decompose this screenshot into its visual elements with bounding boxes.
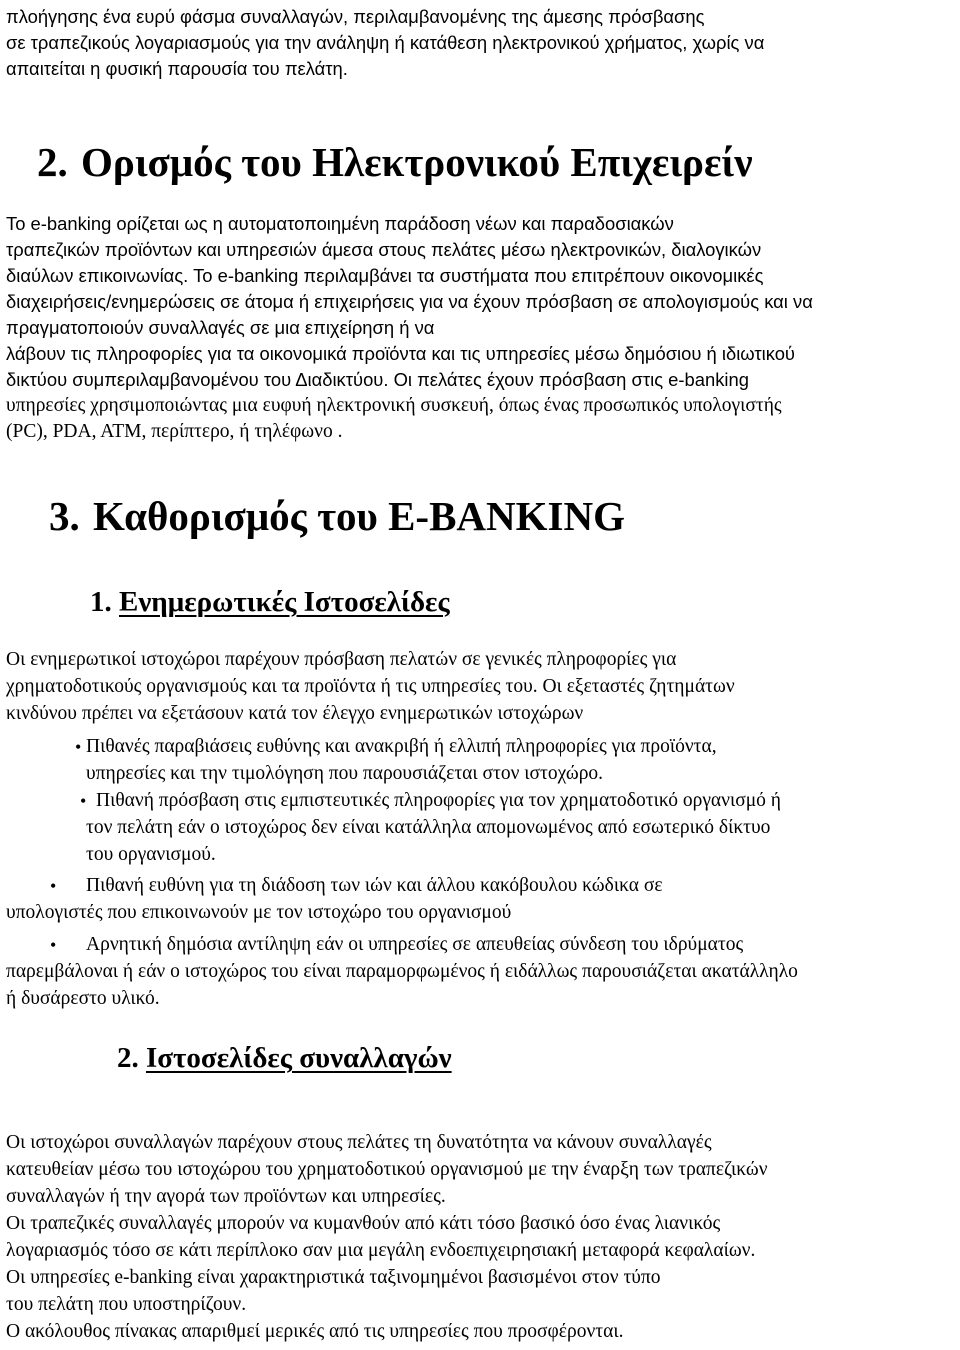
bullet-4-line-2: παρεμβάλοναι ή εάν ο ιστοχώρος του είναι παραμορφωμένος ή ειδάλλως παρουσιάζεται ακατάλληλο xyxy=(6,961,798,982)
section-2-number: 2. xyxy=(37,139,68,185)
section-2-heading xyxy=(37,138,753,186)
subsection-2-heading xyxy=(117,1041,452,1075)
intro-line-3: απαιτείται η φυσική παρουσία του πελάτη. xyxy=(6,58,348,79)
bullet-4-line-3: ή δυσάρεστο υλικό. xyxy=(6,988,160,1009)
section-2-line-4: διαχειρήσεις/ενημερώσεις σε άτομα ή επιχειρήσεις για να έχουν πρόσβαση σε απολογισμούς και να xyxy=(6,291,813,312)
bullet-1-marker: • xyxy=(75,737,82,757)
bullet-2-marker: • xyxy=(80,791,87,811)
bullet-3-line-1: Πιθανή ευθύνη για τη διάδοση των ιών και άλλου κακόβουλου κώδικα σε xyxy=(86,875,663,896)
subsection-2-line-3: συναλλαγών ή την αγορά των προϊόντων και υπηρεσίες. xyxy=(6,1186,446,1207)
section-3-heading xyxy=(49,492,625,540)
section-2-line-2: τραπεζικών προϊόντων και υπηρεσιών άμεσα στους πελάτες μέσω ηλεκτρονικών, διαλογικών xyxy=(6,239,762,260)
section-3-number: 3. xyxy=(49,493,80,539)
section-2-line-6: λάβουν τις πληροφορίες για τα οικονομικά προϊόντα και τις υπηρεσίες μέσω δημόσιου ή ιδιωτικού xyxy=(6,343,795,364)
section-2-line-9: (PC), PDA, ATM, περίπτερο, ή τηλέφωνο . xyxy=(6,421,343,442)
section-2-title: Ορισμός του Ηλεκτρονικού Επιχειρείν xyxy=(81,139,753,185)
subsection-1-line-2: χρηματοδοτικούς οργανισμούς και τα προϊόντα ή τις υπηρεσίες του. Οι εξεταστές ζητημάτων xyxy=(6,676,735,697)
section-3-title: Καθορισμός του E-BANKING xyxy=(93,493,625,539)
subsection-2-title: Ιστοσελίδες συναλλαγών xyxy=(146,1042,452,1074)
subsection-2-line-6: Οι υπηρεσίες e-banking είναι χαρακτηριστικά ταξινομημένοι βασισμένοι στον τύπο xyxy=(6,1267,661,1288)
subsection-2-line-5: λογαριασμός τόσο σε κάτι περίπλοκο σαν μια μεγάλη ενδοεπιχειρησιακή μεταφορά κεφαλαίων. xyxy=(6,1240,756,1261)
subsection-1-line-3: κινδύνου πρέπει να εξετάσουν κατά τον έλεγχο ενημερωτικών ιστοχώρων xyxy=(6,703,584,724)
bullet-4-line-1: Αρνητική δημόσια αντίληψη εάν οι υπηρεσίες σε απευθείας σύνδεση του ιδρύματος xyxy=(86,934,744,955)
subsection-1-line-1: Οι ενημερωτικοί ιστοχώροι παρέχουν πρόσβαση πελατών σε γενικές πληροφορίες για xyxy=(6,649,677,670)
section-2-line-7: δικτύου συμπεριλαμβανομένου του Διαδικτύου. Οι πελάτες έχουν πρόσβαση στις e-banking xyxy=(6,369,749,390)
section-2-line-1: Το e-banking ορίζεται ως η αυτοματοποιημένη παράδοση νέων και παραδοσιακών xyxy=(6,213,674,234)
subsection-2-line-2: κατευθείαν μέσω του ιστοχώρου του χρηματοδοτικού οργανισμού με την έναρξη των τραπεζικών xyxy=(6,1159,768,1180)
bullet-1-line-2: υπηρεσίες και την τιμολόγηση που παρουσιάζεται στον ιστοχώρο. xyxy=(86,763,604,784)
subsection-2-number: 2. xyxy=(117,1042,139,1074)
section-2-line-3: διαύλων επικοινωνίας. Το e-banking περιλαμβάνει τα συστήματα που επιτρέπουν οικονομικές xyxy=(6,265,764,286)
section-2-line-8: υπηρεσίες χρησιμοποιώντας μια ευφυή ηλεκτρονική συσκευή, όπως ένας προσωπικός υπολογιστής xyxy=(6,395,782,416)
subsection-2-line-4: Οι τραπεζικές συναλλαγές μπορούν να κυμανθούν από κάτι τόσο βασικό όσο ένας λιανικός xyxy=(6,1213,721,1234)
intro-line-2: σε τραπεζικούς λογαριασμούς για την ανάληψη ή κατάθεση ηλεκτρονικού χρήματος, χωρίς να xyxy=(6,32,765,53)
subsection-1-title: Ενημερωτικές Ιστοσελίδες xyxy=(119,586,450,618)
bullet-4-marker: • xyxy=(50,935,57,955)
subsection-1-number: 1. xyxy=(90,586,112,618)
intro-line-1: πλοήγησης ένα ευρύ φάσμα συναλλαγών, περιλαμβανομένης της άμεσης πρόσβασης xyxy=(6,6,705,27)
bullet-2-line-2: τον πελάτη εάν ο ιστοχώρος δεν είναι κατάλληλα απομονωμένος από εσωτερικό δίκτυο xyxy=(86,817,771,838)
bullet-2-line-3: του οργανισμού. xyxy=(86,844,216,865)
bullet-1-line-1: Πιθανές παραβιάσεις ευθύνης και ανακριβή ή ελλιπή πληροφορίες για προϊόντα, xyxy=(86,736,717,757)
bullet-2-line-1: Πιθανή πρόσβαση στις εμπιστευτικές πληροφορίες για τον χρηματοδοτικό οργανισμό ή xyxy=(96,790,782,811)
subsection-2-line-1: Οι ιστοχώροι συναλλαγών παρέχουν στους πελάτες τη δυνατότητα να κάνουν συναλλαγές xyxy=(6,1132,712,1153)
bullet-3-line-2: υπολογιστές που επικοινωνούν με τον ιστοχώρο του οργανισμού xyxy=(6,902,512,923)
subsection-1-heading xyxy=(90,585,450,619)
bullet-3-marker: • xyxy=(50,876,57,896)
subsection-2-line-8: Ο ακόλουθος πίνακας απαριθμεί μερικές από τις υπηρεσίες που προσφέρονται. xyxy=(6,1321,624,1342)
subsection-2-line-7: του πελάτη που υποστηρίζουν. xyxy=(6,1294,247,1315)
section-2-line-5: πραγματοποιούν συναλλαγές σε μια επιχείρηση ή να xyxy=(6,317,435,338)
